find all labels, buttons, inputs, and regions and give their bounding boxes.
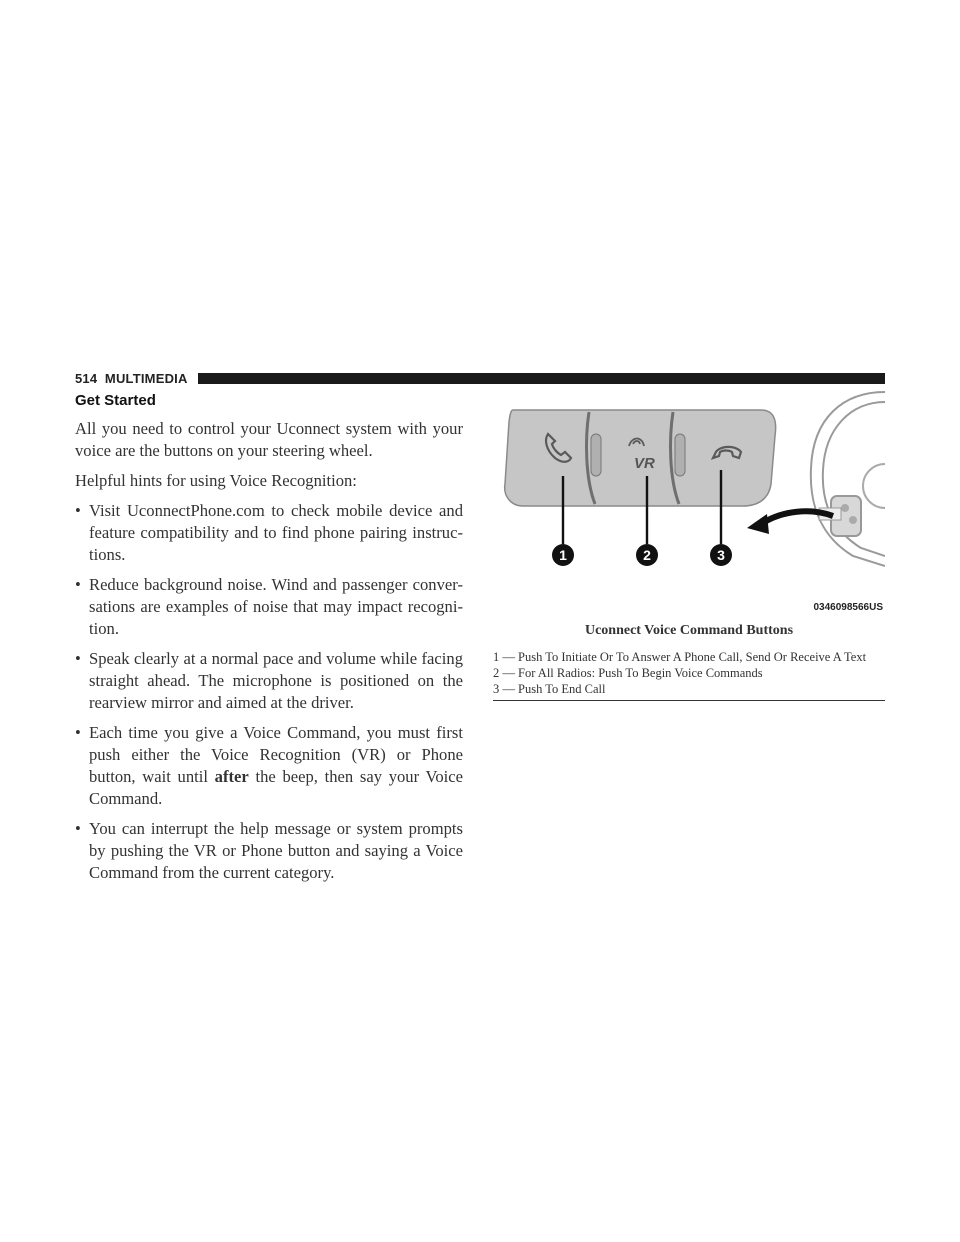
callout-3-label: 3 — [717, 547, 725, 563]
list-item — [75, 722, 463, 810]
bullet-icon: • — [75, 575, 81, 594]
list-item-text: You can interrupt the help message or system prompts by pushing the VR or Phone button and saying a Voice Command from the current category. — [89, 819, 463, 882]
bullet-icon: • — [75, 501, 81, 520]
main-text-column — [75, 392, 463, 892]
emphasis-text: after — [214, 767, 249, 786]
page-number: 514 — [75, 370, 98, 386]
list-item-text: Visit UconnectPhone.com to check mobile device and feature compatibility and to find phone pairing instruc-tions. — [89, 501, 463, 564]
list-item — [75, 648, 463, 714]
callout-1 — [552, 544, 574, 566]
bullet-icon: • — [75, 723, 81, 742]
list-item — [75, 500, 463, 566]
list-item-text: Reduce background noise. Wind and passenger conver-sations are examples of noise that may impact recogni-tion. — [89, 575, 463, 638]
list-item-text-after: the beep, then say your Voice Command. — [89, 767, 464, 808]
bullet-icon: • — [75, 819, 81, 838]
vr-label: VR — [634, 455, 655, 472]
section-name: MULTIMEDIA — [104, 370, 188, 386]
bullet-icon: • — [75, 649, 81, 668]
list-item — [75, 574, 463, 640]
intro-paragraph: All you need to control your Uconnect system with your voice are the buttons on your steering wheel. — [75, 419, 463, 460]
callout-1-label: 1 — [559, 547, 567, 563]
hints-heading: Helpful hints for using Voice Recognition: — [75, 471, 357, 490]
legend-item-3: 3 — Push To End Call — [493, 682, 606, 696]
hints-list — [75, 500, 463, 884]
list-item-text: Speak clearly at a normal pace and volume while facing straight ahead. The microphone is positioned on the rearview mirror and aimed at the driver. — [89, 649, 463, 712]
figure-legend — [493, 649, 885, 701]
steering-wheel-buttons-figure — [493, 388, 885, 614]
callout-2-label: 2 — [643, 547, 651, 563]
callout-2 — [636, 544, 658, 566]
page-header — [75, 370, 885, 386]
figure-caption: Uconnect Voice Command Buttons — [584, 623, 794, 638]
image-code: 0346098566US — [813, 602, 883, 613]
callout-3 — [710, 544, 732, 566]
section-title: Get Started — [75, 392, 156, 409]
page-number-section — [75, 371, 188, 386]
header-rule — [198, 373, 885, 384]
legend-item-2: 2 — For All Radios: Push To Begin Voice Commands — [493, 666, 763, 680]
legend-item-1: 1 — Push To Initiate Or To Answer A Phone Call, Send Or Receive A Text — [493, 650, 867, 664]
list-item-text-before: Each time you give a Voice Command, you must first push either the Voice Recognition (VR) or Phone button, wait until — [89, 723, 463, 786]
list-item — [75, 818, 463, 884]
steering-wheel — [811, 392, 885, 566]
